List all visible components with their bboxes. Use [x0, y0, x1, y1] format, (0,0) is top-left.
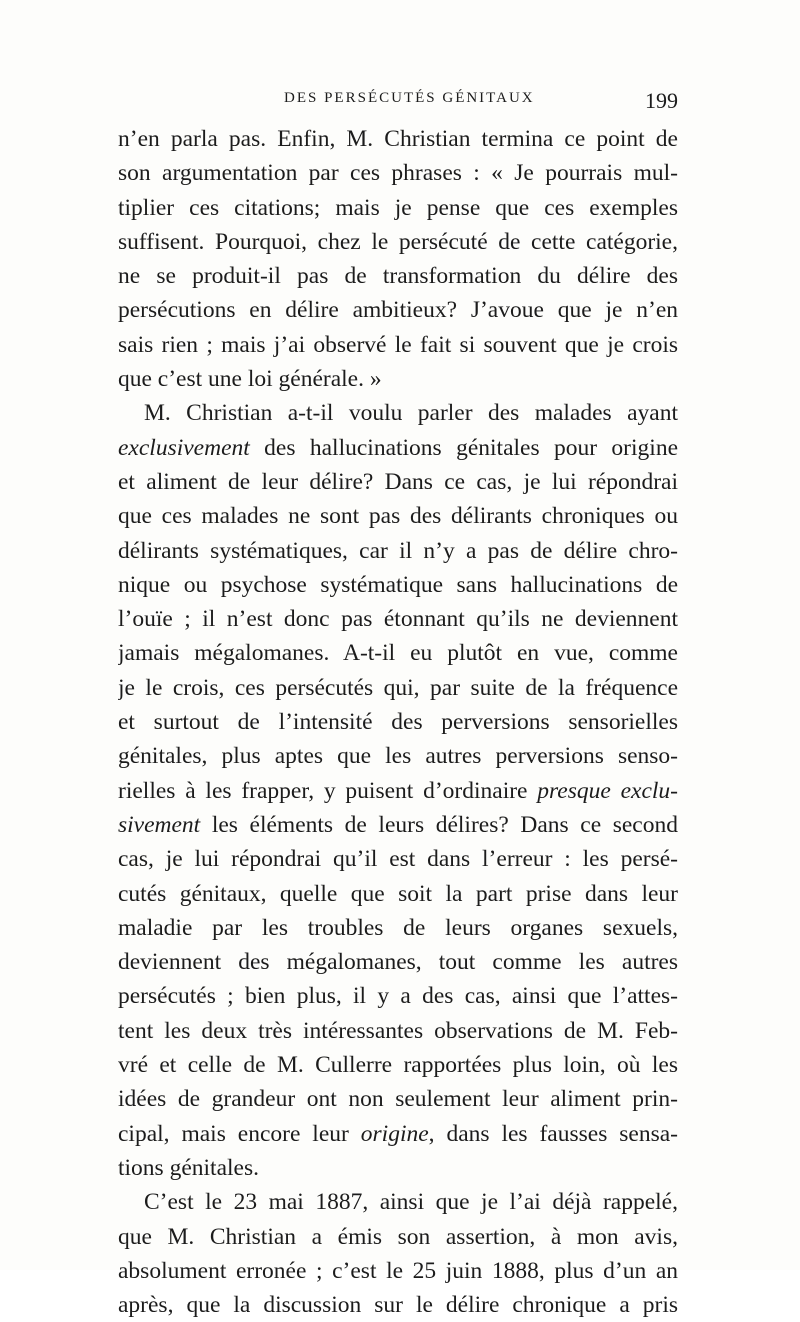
text-line: l’ouïe ; il n’est donc pas étonnant qu’ils ne deviennent: [118, 606, 678, 633]
line-text: rielles à les frapper, y puisent d’ordinaire: [118, 777, 538, 804]
text-line: sais rien ; mais j’ai observé le fait si souvent que je crois: [118, 331, 678, 358]
text-line: idées de grandeur ont non seulement leur aliment prin-: [118, 1086, 678, 1113]
line-text: des hallucinations génitales pour origine: [249, 434, 678, 461]
text-line: persécutions en délire ambitieux? J’avoue que je n’en: [118, 297, 678, 324]
text-line: maladie par les troubles de leurs organes sexuels,: [118, 914, 678, 941]
text-line: tions génitales.: [118, 1154, 259, 1181]
text-line: [118, 808, 678, 842]
line-text: , dans les fausses sensa-: [428, 1120, 678, 1147]
italic-text: origine: [360, 1120, 429, 1147]
text-line: tent les deux très intéressantes observations de M. Feb-: [118, 1017, 678, 1044]
text-line: nique ou psychose systématique sans hallucinations de: [118, 571, 678, 598]
text-line: cas, je lui répondrai qu’il est dans l’erreur : les persé-: [118, 846, 678, 873]
text-line: absolument erronée ; c’est le 25 juin 1888, plus d’un an: [118, 1257, 678, 1284]
text-line: après, que la discussion sur le délire chronique a pris: [118, 1292, 678, 1319]
text-line: tiplier ces citations; mais je pense que ces exemples: [118, 194, 678, 221]
text-line: ne se produit-il pas de transformation du délire des: [118, 263, 678, 290]
running-title: DES PERSÉCUTÉS GÉNITAUX: [284, 90, 535, 106]
line-text: les éléments de leurs délires? Dans ce second: [200, 811, 678, 838]
italic-text: sivement: [118, 811, 201, 838]
text-line: cutés génitaux, quelle que soit la part prise dans leur: [118, 880, 678, 907]
running-head: [118, 88, 678, 114]
text-line: que M. Christian a émis son assertion, à mon avis,: [118, 1223, 678, 1250]
text-line: deviennent des mégalomanes, tout comme les autres: [118, 949, 678, 976]
text-line: que c’est une loi générale. »: [118, 366, 382, 393]
text-line: n’en parla pas. Enfin, M. Christian termina ce point de: [118, 126, 678, 152]
text-line: son argumentation par ces phrases : « Je pourrais mul-: [118, 160, 678, 187]
italic-text: exclusivement: [118, 434, 250, 461]
text-line: et surtout de l’intensité des perversions sensorielles: [118, 709, 678, 736]
body-text: [118, 122, 678, 1322]
text-line: délirants systématiques, car il n’y a pas de délire chro-: [118, 537, 678, 564]
line-text: cipal, mais encore leur: [118, 1120, 361, 1147]
text-line: [118, 1117, 678, 1151]
text-line: [118, 431, 678, 465]
text-line: jamais mégalomanes. A-t-il eu plutôt en vue, comme: [118, 640, 678, 667]
text-line: je le crois, ces persécutés qui, par suite de la fréquence: [118, 674, 678, 701]
text-line: vré et celle de M. Cullerre rapportées plus loin, où les: [118, 1052, 678, 1079]
text-line: [118, 774, 678, 808]
text-line: et aliment de leur délire? Dans ce cas, je lui répondrai: [118, 468, 678, 495]
page-number: 199: [645, 88, 678, 113]
text-line: que ces malades ne sont pas des délirants chroniques ou: [118, 503, 678, 530]
text-line: M. Christian a-t-il voulu parler des malades ayant: [144, 400, 678, 427]
text-line: persécutés ; bien plus, il y a des cas, ainsi que l’attes-: [118, 983, 678, 1010]
italic-text: presque exclu-: [537, 777, 678, 804]
text-line: C’est le 23 mai 1887, ainsi que je l’ai déjà rappelé,: [144, 1189, 678, 1216]
text-line: suffisent. Pourquoi, chez le persécuté de cette catégorie,: [118, 228, 678, 255]
text-line: génitales, plus aptes que les autres perversions senso-: [118, 743, 678, 770]
